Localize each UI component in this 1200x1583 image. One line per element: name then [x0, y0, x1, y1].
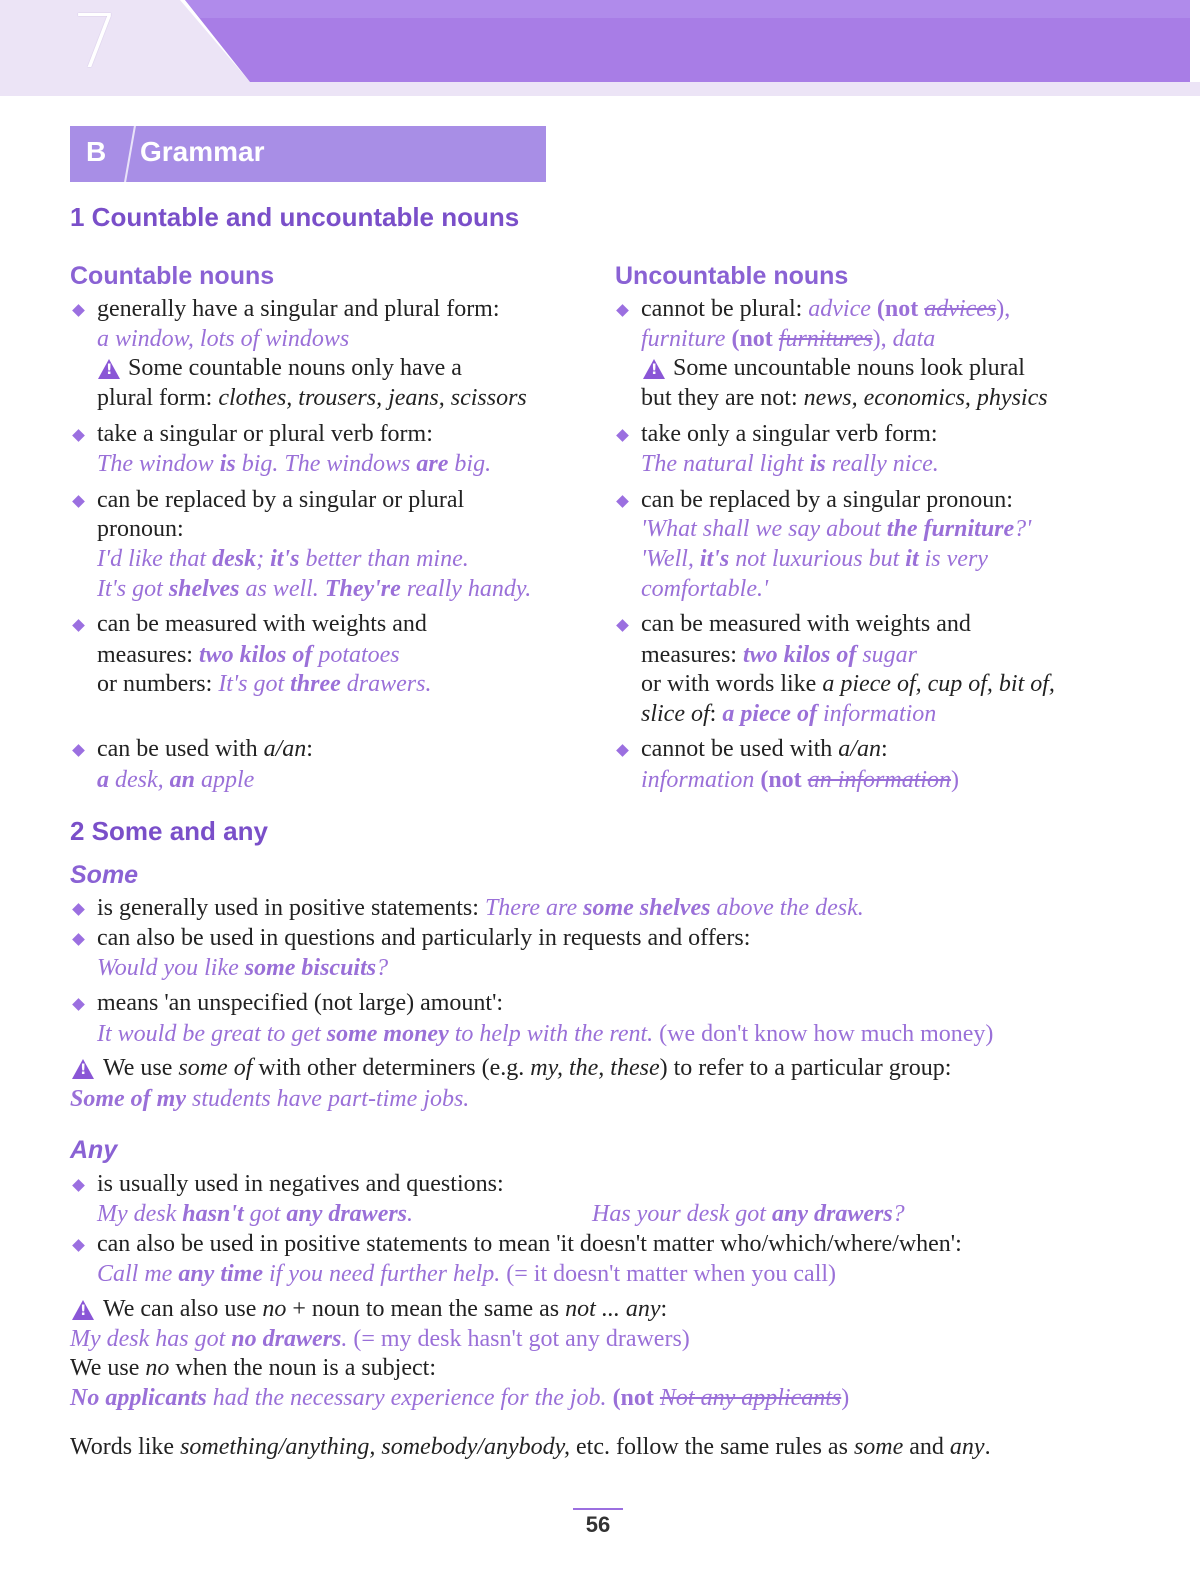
text: is — [219, 451, 236, 477]
text: furniture — [641, 326, 726, 352]
text: is generally used in positive statements: — [97, 895, 485, 921]
text: They're — [324, 576, 401, 602]
text: + noun to mean the same as — [286, 1296, 566, 1322]
text: no drawers — [231, 1326, 342, 1352]
text: can be used with — [97, 736, 264, 762]
text: slice of — [641, 701, 710, 727]
uncountable-example-1 — [641, 324, 935, 354]
text: a piece of — [722, 701, 817, 727]
text: ) to refer to a particular group: — [659, 1055, 952, 1081]
countable-rule-5 — [97, 734, 313, 764]
text: measures: — [641, 642, 743, 668]
countable-rule-2: take a singular or plural verb form: — [97, 421, 433, 447]
warning-icon — [72, 1300, 94, 1320]
topic1-heading: 1 Countable and uncountable nouns — [70, 202, 520, 232]
uncountable-example-2 — [641, 449, 939, 479]
any-note-example-2 — [70, 1383, 849, 1413]
countable-example-1: a window, lots of windows — [97, 326, 350, 352]
text: measures: — [97, 642, 199, 668]
text: advice — [808, 296, 871, 322]
text: it's — [270, 546, 300, 572]
text: : — [660, 1296, 668, 1322]
text: when the noun is a subject: — [169, 1355, 436, 1381]
text: the furniture — [886, 516, 1015, 542]
bullet-icon — [72, 998, 85, 1011]
text: cannot be used with — [641, 736, 839, 762]
uncountable-rule-4c — [641, 669, 1055, 699]
uncountable-example-3 — [641, 514, 1031, 544]
uncountable-rule-4b — [641, 640, 917, 670]
text: some biscuits — [244, 955, 377, 981]
any-heading: Any — [70, 1136, 118, 1164]
any-example-3 — [97, 1259, 836, 1289]
text: better than mine. — [299, 546, 469, 572]
text: Call me — [97, 1261, 179, 1287]
countable-example-4 — [97, 574, 531, 604]
text: any time — [178, 1261, 263, 1287]
uncountable-note-1: Some uncountable nouns look plural — [673, 355, 1025, 381]
text: any — [949, 1434, 985, 1460]
text: potatoes — [312, 642, 400, 668]
text: (we don't know how much money) — [653, 1021, 994, 1047]
banner-divider — [122, 126, 138, 182]
text: plural form: — [97, 385, 219, 411]
text: and — [903, 1434, 950, 1460]
countable-note-2 — [97, 383, 527, 413]
bullet-icon — [72, 429, 85, 442]
text: but they are not: — [641, 385, 804, 411]
text: . — [341, 1326, 348, 1352]
some-rule-1 — [97, 893, 864, 923]
uncountable-heading: Uncountable nouns — [615, 262, 849, 290]
text: The window — [97, 451, 220, 477]
text: it — [905, 546, 919, 572]
page-number: 56 — [573, 1508, 623, 1538]
countable-rule-4c — [97, 669, 431, 699]
text: big. The windows — [235, 451, 417, 477]
text: advices — [924, 296, 997, 322]
text: if you need further help. — [262, 1261, 501, 1287]
bullet-icon — [72, 304, 85, 317]
text: some of — [178, 1055, 253, 1081]
text: sugar — [856, 642, 917, 668]
text: an — [169, 767, 196, 793]
text: some — [853, 1434, 904, 1460]
some-example-3 — [97, 1019, 993, 1049]
any-note-2 — [70, 1353, 436, 1383]
countable-example-5 — [97, 765, 254, 795]
text: (not — [754, 767, 808, 793]
text: any drawers — [771, 1201, 893, 1227]
uncountable-rule-1 — [641, 294, 1010, 324]
text: It would be great to get — [97, 1021, 327, 1047]
text: it's — [699, 546, 730, 572]
section-banner — [70, 126, 546, 182]
text: really handy. — [400, 576, 532, 602]
warning-icon — [98, 359, 120, 379]
text: no — [262, 1296, 287, 1322]
bullet-icon — [616, 304, 629, 317]
text: got — [243, 1201, 287, 1227]
text: not luxurious but — [729, 546, 906, 572]
text: ) — [951, 767, 960, 793]
text: 'Well, — [641, 546, 700, 572]
text: are — [416, 451, 449, 477]
any-example-1 — [97, 1199, 413, 1229]
section-letter: B — [86, 136, 107, 167]
text: ? — [892, 1201, 905, 1227]
text: (not — [725, 326, 779, 352]
text: with other determiners (e.g. — [252, 1055, 531, 1081]
text: my, the, these — [530, 1055, 660, 1081]
text: (= my desk hasn't got any drawers) — [347, 1326, 690, 1352]
section-title: Grammar — [140, 136, 265, 167]
text: news, economics, physics — [803, 385, 1048, 411]
uncountable-example-6 — [641, 765, 959, 795]
topic2-heading: 2 Some and any — [70, 816, 268, 846]
countable-note-1: Some countable nouns only have a — [128, 355, 462, 381]
text: three — [290, 671, 341, 697]
text: hasn't — [182, 1201, 244, 1227]
text: desk — [212, 546, 257, 572]
text: two kilos of — [198, 642, 313, 668]
uncountable-rule-2: take only a singular verb form: — [641, 421, 938, 447]
some-note-1 — [103, 1053, 951, 1083]
warning-icon — [72, 1059, 94, 1079]
bullet-icon — [616, 744, 629, 757]
text: some money — [326, 1021, 449, 1047]
countable-rule-3: can be replaced by a singular or plural — [97, 487, 465, 513]
text: to help with the rent. — [448, 1021, 654, 1047]
text: clothes, trousers, jeans, scissors — [218, 385, 527, 411]
text: Would you like — [97, 955, 245, 981]
text: ) — [841, 1385, 850, 1411]
countable-rule-3b: pronoun: — [97, 516, 184, 542]
text: some shelves — [583, 895, 711, 921]
text: an information — [807, 767, 952, 793]
text: is very — [918, 546, 988, 572]
text: 'What shall we say about — [641, 516, 887, 542]
bullet-icon — [72, 1239, 85, 1252]
any-example-2 — [592, 1199, 905, 1229]
text: : — [709, 701, 723, 727]
text: or with words like — [641, 671, 823, 697]
uncountable-example-4 — [641, 544, 988, 574]
bullet-icon — [616, 619, 629, 632]
warning-icon — [643, 359, 665, 379]
text: a/an — [263, 736, 307, 762]
text: above the desk. — [710, 895, 864, 921]
any-rule-1: is usually used in negatives and questions: — [97, 1171, 504, 1197]
unit-header-band — [0, 0, 1200, 100]
text: There are — [484, 895, 584, 921]
some-note-example — [70, 1084, 469, 1114]
text: ?' — [1014, 516, 1032, 542]
text: any drawers — [286, 1201, 408, 1227]
uncountable-rule-5 — [641, 734, 888, 764]
countable-rule-4: can be measured with weights and — [97, 611, 427, 637]
bullet-icon — [72, 744, 85, 757]
text: etc. follow the same rules as — [570, 1434, 854, 1460]
text: . — [984, 1434, 991, 1460]
text: shelves — [168, 576, 240, 602]
bullet-icon — [72, 1179, 85, 1192]
text: a — [97, 767, 109, 793]
text: information — [641, 767, 755, 793]
text: something/anything, somebody/anybody, — [180, 1434, 571, 1460]
text: ; — [256, 546, 271, 572]
text: as well. — [239, 576, 325, 602]
text: We use — [103, 1055, 179, 1081]
text: ), — [872, 326, 893, 352]
text: It's got — [218, 671, 291, 697]
uncountable-rule-4d — [641, 699, 936, 729]
text: cannot be plural: — [641, 296, 809, 322]
text: No applicants — [70, 1385, 207, 1411]
text: Some of my — [70, 1086, 186, 1112]
text: not ... any — [565, 1296, 661, 1322]
uncountable-rule-3: can be replaced by a singular pronoun: — [641, 487, 1013, 513]
bullet-icon — [72, 933, 85, 946]
text: apple — [195, 767, 255, 793]
text: furnitures — [778, 326, 873, 352]
text: . — [407, 1201, 414, 1227]
countable-example-3 — [97, 544, 469, 574]
text: drawers. — [340, 671, 432, 697]
countable-example-2 — [97, 449, 491, 479]
text: It's got — [97, 576, 169, 602]
bullet-icon — [72, 495, 85, 508]
text: Not any applicants — [659, 1385, 842, 1411]
text: a/an — [838, 736, 881, 762]
bullet-icon — [616, 429, 629, 442]
uncountable-note-2 — [641, 383, 1048, 413]
text: We can also use — [103, 1296, 263, 1322]
text: Words like — [70, 1434, 181, 1460]
some-heading: Some — [70, 861, 139, 889]
text: (= it doesn't matter when you call) — [500, 1261, 837, 1287]
text: really nice. — [825, 451, 939, 477]
some-rule-2: can also be used in questions and particularly in requests and offers: — [97, 925, 751, 951]
text: students have part-time jobs. — [185, 1086, 470, 1112]
text: ), — [996, 296, 1011, 322]
text: I'd like that — [97, 546, 213, 572]
countable-heading: Countable nouns — [70, 262, 275, 290]
bullet-icon — [72, 619, 85, 632]
text: two kilos of — [742, 642, 857, 668]
countable-rule-1: generally have a singular and plural form: — [97, 296, 500, 322]
text: : — [306, 736, 313, 762]
text: (not — [870, 296, 925, 322]
text: My desk has got — [70, 1326, 232, 1352]
uncountable-rule-4: can be measured with weights and — [641, 611, 971, 637]
bullet-icon — [616, 495, 629, 508]
text: is — [809, 451, 826, 477]
text: Has your desk got — [592, 1201, 772, 1227]
text: My desk — [97, 1201, 183, 1227]
some-example-2 — [97, 953, 388, 983]
text: desk, — [109, 767, 170, 793]
text: : — [880, 736, 888, 762]
any-note-example-1 — [70, 1324, 690, 1354]
text: The natural light — [641, 451, 810, 477]
unit-number: 7 — [72, 0, 120, 85]
any-note-1 — [103, 1294, 667, 1324]
text: or numbers: — [97, 671, 219, 697]
countable-rule-4b — [97, 640, 400, 670]
text: no — [145, 1355, 170, 1381]
text: data — [892, 326, 936, 352]
text: ? — [376, 955, 389, 981]
any-rule-2: can also be used in positive statements to mean 'it doesn't matter who/which/where/when': — [97, 1231, 962, 1257]
text: information — [816, 701, 937, 727]
text: had the necessary experience for the job. — [206, 1385, 607, 1411]
some-rule-3: means 'an unspecified (not large) amount': — [97, 990, 504, 1016]
text: big. — [448, 451, 492, 477]
bullet-icon — [72, 903, 85, 916]
text: (not — [606, 1385, 660, 1411]
text: a piece of, cup of, bit of, — [822, 671, 1055, 697]
uncountable-example-5: comfortable.' — [641, 576, 769, 602]
text: We use — [70, 1355, 146, 1381]
closing-note — [70, 1432, 991, 1462]
